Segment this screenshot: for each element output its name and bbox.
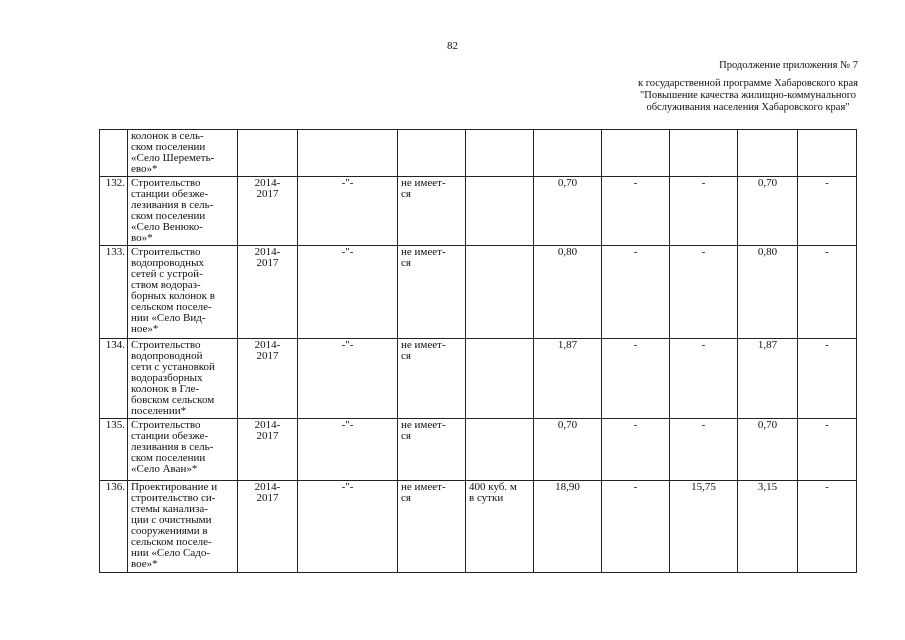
cell-funding-col-4: - (798, 419, 857, 481)
cell-row-number: 136. (100, 481, 128, 573)
page-number: 82 (447, 40, 458, 52)
cell-funding-col-1: - (602, 419, 670, 481)
cell-funding-col-3 (738, 130, 798, 177)
cell-row-number: 134. (100, 339, 128, 419)
cell-funding-col-2: - (670, 246, 738, 339)
cell-total-funding: 0,70 (534, 177, 602, 246)
cell-total-funding: 0,70 (534, 419, 602, 481)
cell-funding-col-4: - (798, 481, 857, 573)
cell-capacity (466, 246, 534, 339)
cell-row-number: 135. (100, 419, 128, 481)
program-title-line2: обслуживания населения Хабаровского края" (646, 102, 850, 113)
cell-funding-col-2: - (670, 339, 738, 419)
cell-object-name: колонок в сель- ском поселении «Село Шереметь- ево»* (128, 130, 238, 177)
cell-funding-col-3: 3,15 (738, 481, 798, 573)
appendix-header (638, 60, 858, 114)
cell-period: 2014- 2017 (238, 246, 298, 339)
cell-capacity (466, 177, 534, 246)
cell-funding-col-1: - (602, 481, 670, 573)
cell-total-funding: 1,87 (534, 339, 602, 419)
cell-funding-col-1: - (602, 246, 670, 339)
cell-funding-col-2: 15,75 (670, 481, 738, 573)
cell-funding-col-3: 0,70 (738, 177, 798, 246)
program-title-line1: "Повышение качества жилищно-коммунального (639, 90, 857, 101)
cell-funding-col-3: 0,80 (738, 246, 798, 339)
cell-row-number: 132. (100, 177, 128, 246)
cell-object-name: Строительство водопроводных сетей с устрой- ством водораз- борных колонок в сельском поселе- нии «Село Вид- ное»* (128, 246, 238, 339)
cell-design-estimate-status: не имеет- ся (398, 246, 466, 339)
cell-funding-col-4: - (798, 339, 857, 419)
cell-responsible: -"- (298, 481, 398, 573)
cell-funding-col-2: - (670, 419, 738, 481)
cell-responsible: -"- (298, 246, 398, 339)
cell-funding-col-3: 0,70 (738, 419, 798, 481)
cell-design-estimate-status: не имеет- ся (398, 177, 466, 246)
program-line: к государственной программе Хабаровского края (638, 78, 858, 89)
cell-capacity (466, 130, 534, 177)
cell-funding-col-4 (798, 130, 857, 177)
cell-row-number: 133. (100, 246, 128, 339)
cell-responsible: -"- (298, 177, 398, 246)
table-row (100, 481, 857, 573)
cell-funding-col-3: 1,87 (738, 339, 798, 419)
cell-design-estimate-status: не имеет- ся (398, 481, 466, 573)
cell-funding-col-2 (670, 130, 738, 177)
cell-responsible: -"- (298, 339, 398, 419)
table-row (100, 130, 857, 177)
cell-funding-col-1: - (602, 339, 670, 419)
cell-capacity: 400 куб. м в сутки (466, 481, 534, 573)
cell-row-number (100, 130, 128, 177)
cell-design-estimate-status: не имеет- ся (398, 339, 466, 419)
cell-object-name: Строительство станции обезже- лезивания в сель- ском поселении «Село Венюко- во»* (128, 177, 238, 246)
cell-object-name: Строительство водопроводной сети с установкой водоразборных колонок в Гле- бовском сельском поселении* (128, 339, 238, 419)
cell-total-funding (534, 130, 602, 177)
cell-design-estimate-status: не имеет- ся (398, 419, 466, 481)
cell-period: 2014- 2017 (238, 419, 298, 481)
cell-total-funding: 18,90 (534, 481, 602, 573)
cell-funding-col-4: - (798, 246, 857, 339)
table-row (100, 339, 857, 419)
cell-period: 2014- 2017 (238, 177, 298, 246)
table-row (100, 246, 857, 339)
cell-design-estimate-status (398, 130, 466, 177)
program-table (99, 129, 857, 573)
cell-responsible: -"- (298, 419, 398, 481)
cell-responsible (298, 130, 398, 177)
cell-period: 2014- 2017 (238, 481, 298, 573)
cell-period: 2014- 2017 (238, 339, 298, 419)
cell-period (238, 130, 298, 177)
cell-funding-col-4: - (798, 177, 857, 246)
cell-object-name: Строительство станции обезже- лезивания в сель- ском поселении «Село Аван»* (128, 419, 238, 481)
cell-capacity (466, 339, 534, 419)
cell-funding-col-1: - (602, 177, 670, 246)
table-row (100, 419, 857, 481)
cell-total-funding: 0,80 (534, 246, 602, 339)
cell-funding-col-2: - (670, 177, 738, 246)
cell-object-name: Проектирование и строительство си- стемы канализа- ции с очистными сооружениями в сельском поселе- нии «Село Садо- вое»* (128, 481, 238, 573)
appendix-continuation: Продолжение приложения № 7 (719, 60, 858, 71)
cell-funding-col-1 (602, 130, 670, 177)
table-row (100, 177, 857, 246)
cell-capacity (466, 419, 534, 481)
